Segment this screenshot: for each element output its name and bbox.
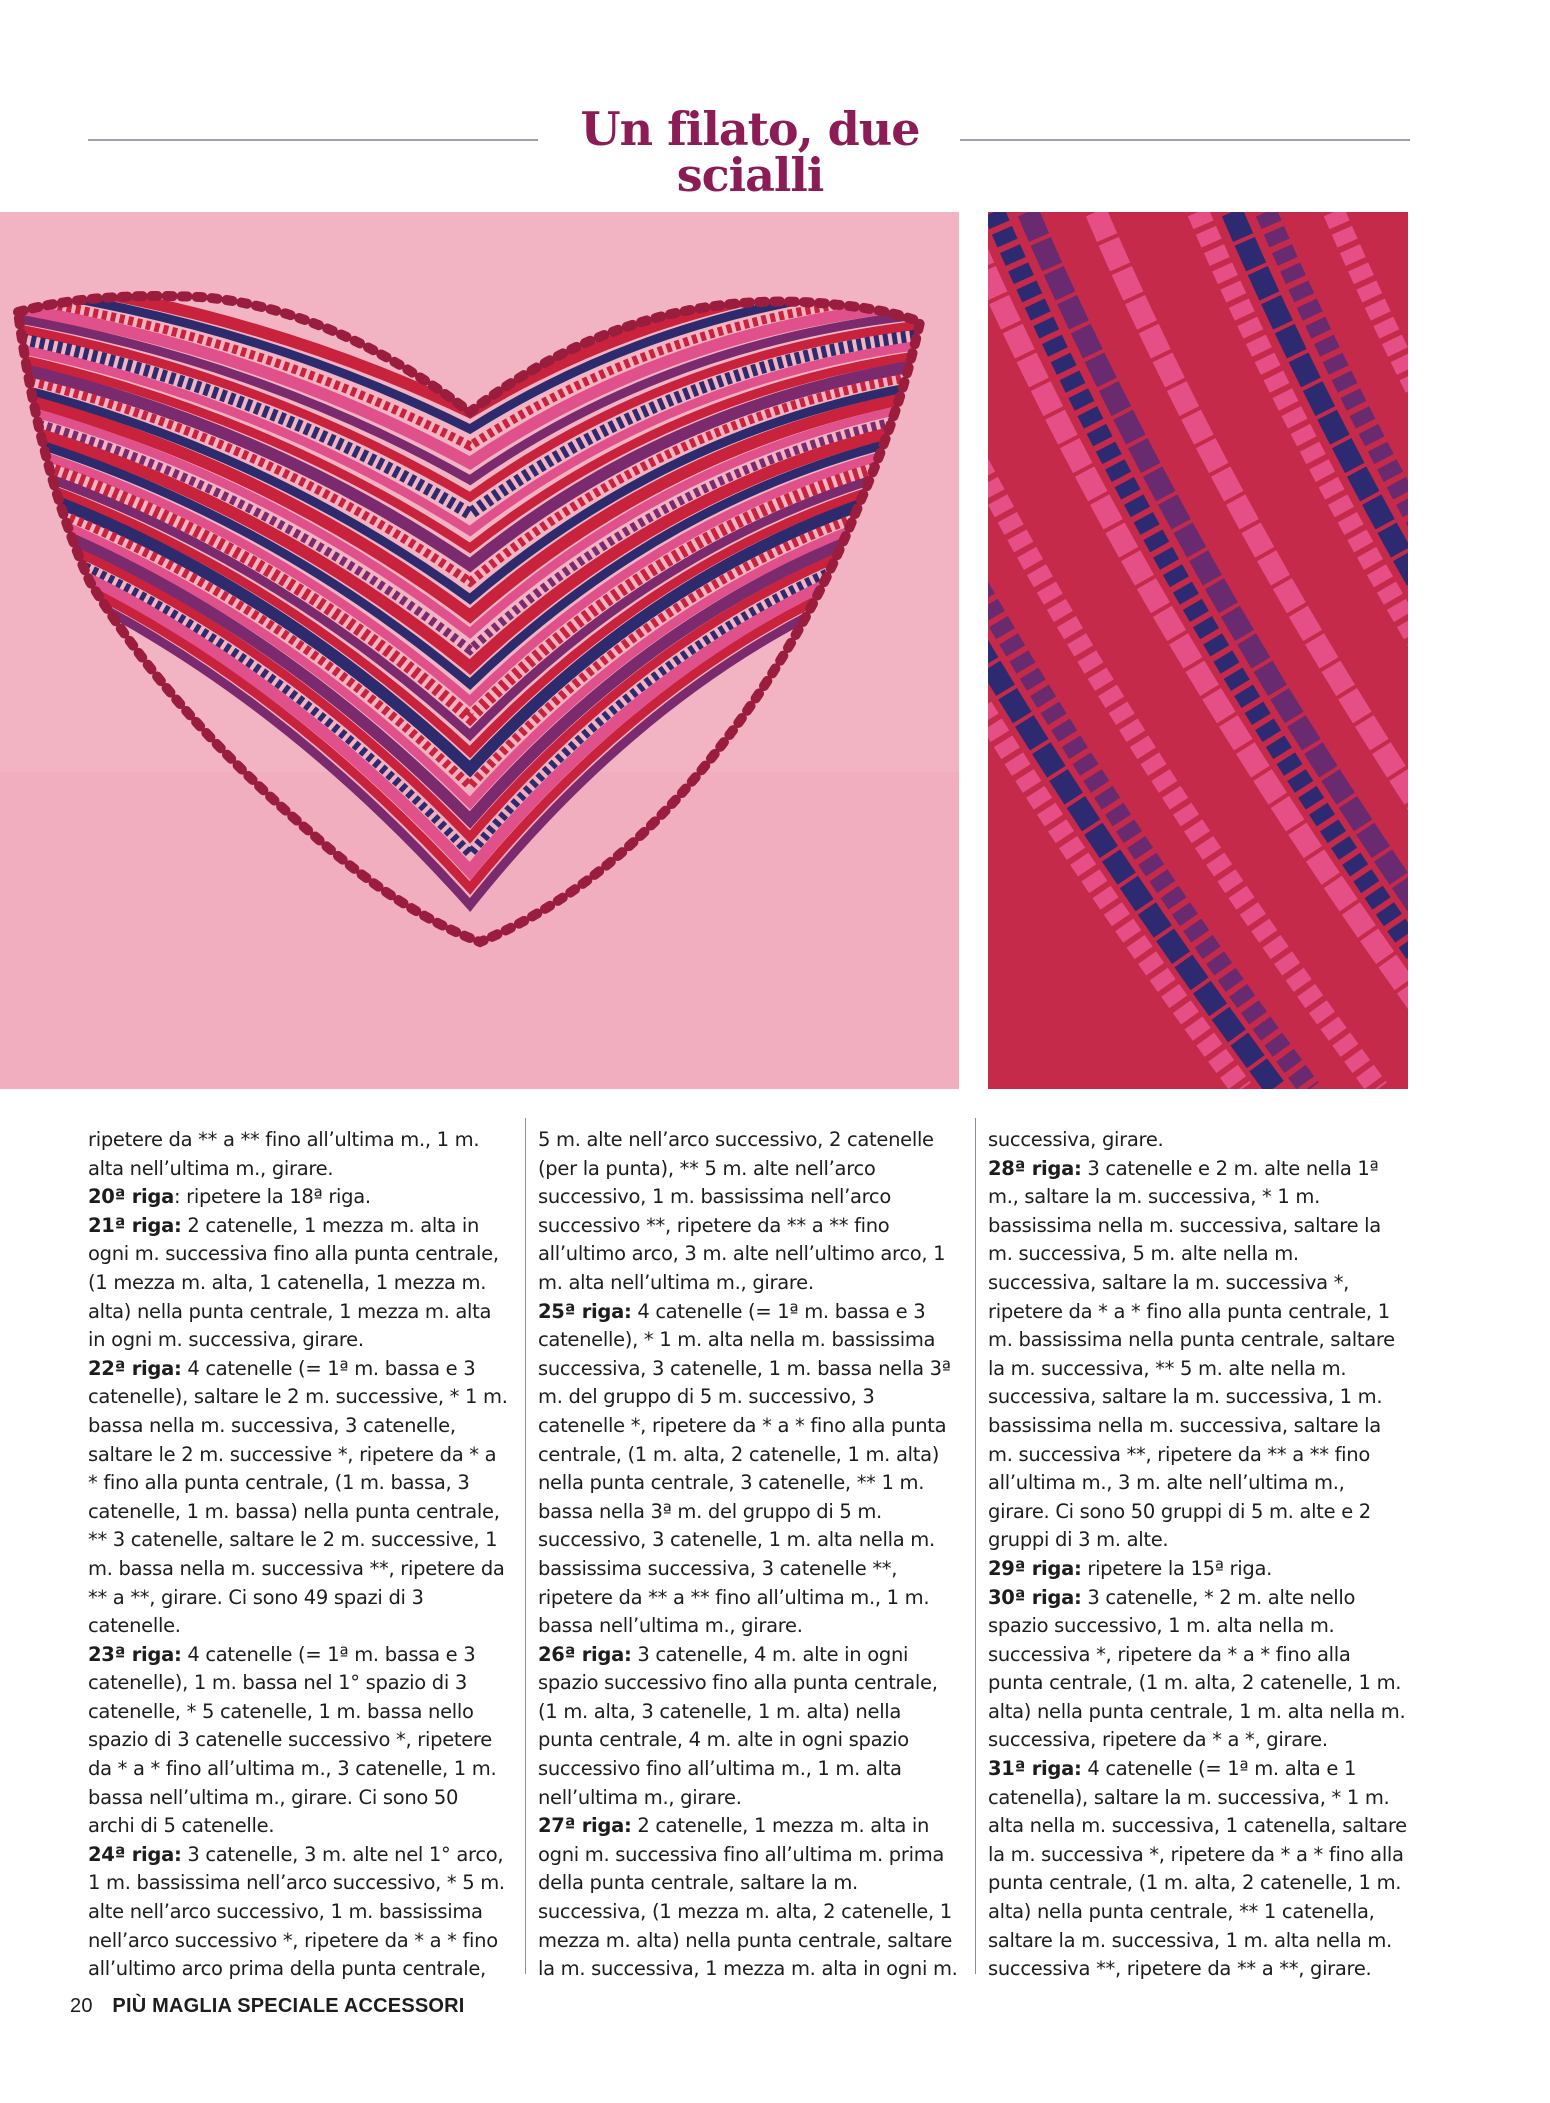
- instruction-paragraph: [88, 1212, 508, 1355]
- instruction-paragraph: [88, 1183, 508, 1212]
- instruction-text: 2 catenelle, 1 mezza m. alta in ogni m. successiva fino all’ultima m. prima della punta centrale, saltare la m. successiva, (1 mezza m. alta, 2 catenelle, 1 mezza m. alta) nella punta centrale, saltare la m. successiva, 1 mezza m. alta in ogni m.: [538, 1814, 958, 1981]
- instruction-text: ripetere da ** a ** fino all’ultima m., 1 m. alta nell’ultima m., girare.: [88, 1128, 480, 1180]
- instruction-text: 2 catenelle, 1 mezza m. alta in ogni m. successiva fino alla punta centrale, (1 mezza m. alta, 1 catenella, 1 mezza m. alta) nella punta centrale, 1 mezza m. alta in ogni m. successiva, girare.: [88, 1213, 499, 1352]
- row-heading: 20ª riga: [88, 1185, 174, 1209]
- page-title: Un filato, due scialli: [580, 102, 920, 202]
- instruction-paragraph: [988, 1155, 1408, 1555]
- instruction-paragraph: [538, 1812, 958, 1984]
- row-heading: 24ª riga:: [88, 1842, 182, 1866]
- pattern-instructions: [0, 1126, 1550, 1986]
- instruction-paragraph: [988, 1755, 1408, 1984]
- page-header: [0, 0, 1550, 200]
- text-column-1: [88, 1126, 508, 1986]
- instruction-paragraph: [88, 1841, 508, 1984]
- instruction-text: 3 catenelle e 2 m. alte nella 1ª m., saltare la m. successiva, * 1 m. bassissima nella m. successiva, saltare la m. successiva, 5 m. alte nella m. successiva, saltare la m. successiva *, ripetere da * a * fino alla punta centrale, 1 m. bassissima nella punta centrale, saltare la m. successiva, ** 5 m. alte nella m. successiva, saltare la m. successiva, 1 m. bassissima nella m. successiva, saltare la m. successiva **, ripetere da ** a ** fino all’ultima m., 3 m. alte nell’ultima m., girare. Ci sono 50 gruppi di 5 m. alte e 2 gruppi di 3 m. alte.: [988, 1156, 1395, 1552]
- page-footer: [70, 1995, 465, 2018]
- instruction-paragraph: [988, 1584, 1408, 1756]
- instruction-paragraph: [538, 1641, 958, 1813]
- header-rule-left: [88, 139, 538, 141]
- instruction-text: 4 catenelle (= 1ª m. bassa e 3 catenelle), saltare le 2 m. successive, * 1 m. bassa nella m. successiva, 3 catenelle, saltare le 2 m. successive *, ripetere da * a * fino alla punta centrale, (1 m. bassa, 3 catenelle, 1 m. bassa) nella punta centrale, ** 3 catenelle, saltare le 2 m. successive, 1 m. bassa nella m. successiva **, ripetere da ** a **, girare. Ci sono 49 spazi di 3 catenelle.: [88, 1356, 508, 1638]
- instruction-paragraph: [88, 1355, 508, 1641]
- instruction-paragraph: [988, 1555, 1408, 1584]
- row-heading: 23ª riga:: [88, 1642, 182, 1666]
- page-number: 20: [70, 1995, 93, 2017]
- instruction-paragraph: [88, 1641, 508, 1841]
- row-heading: 29ª riga:: [988, 1556, 1082, 1580]
- header-rule-right: [960, 139, 1410, 141]
- magazine-name: PIÙ MAGLIA SPECIALE ACCESSORI: [112, 1995, 465, 2017]
- instruction-text: 3 catenelle, 4 m. alte in ogni spazio successivo fino alla punta centrale, (1 m. alta, 3 catenelle, 1 m. alta) nella punta centrale, 4 m. alte in ogni spazio successivo fino all’ultima m., 1 m. alta nell’ultima m., girare.: [538, 1642, 938, 1809]
- shawl-illustration: [0, 212, 959, 1089]
- text-column-3: [988, 1126, 1408, 1986]
- row-heading: 25ª riga:: [538, 1299, 632, 1323]
- instruction-text: successiva, girare.: [988, 1128, 1164, 1151]
- instruction-text: 3 catenelle, * 2 m. alte nello spazio successivo, 1 m. alta nella m. successiva *, ripetere da * a * fino alla punta centrale, (1 m. alta, 2 catenelle, 1 m. alta) nella punta centrale, 1 m. alta nella m. successiva, ripetere da * a *, girare.: [988, 1585, 1406, 1752]
- row-heading: 21ª riga:: [88, 1213, 182, 1237]
- instruction-text: 4 catenelle (= 1ª m. bassa e 3 catenelle), 1 m. bassa nel 1° spazio di 3 catenelle, * 5 catenelle, 1 m. bassa nello spazio di 3 catenelle successivo *, ripetere da * a * fino all’ultima m., 3 catenelle, 1 m. bassa nell’ultima m., girare. Ci sono 50 archi di 5 catenelle.: [88, 1642, 497, 1838]
- instruction-text: 3 catenelle, 3 m. alte nel 1° arco, 1 m. bassissima nell’arco successivo, * 5 m. alte nell’arco successivo, 1 m. bassissima nell’arco successivo *, ripetere da * a * fino all’ultimo arco prima della punta centrale,: [88, 1842, 505, 1981]
- instruction-paragraph: [538, 1126, 958, 1298]
- instruction-paragraph: [988, 1126, 1408, 1155]
- row-heading: 26ª riga:: [538, 1642, 632, 1666]
- shawl-detail-illustration: [988, 212, 1408, 1089]
- instruction-paragraph: [538, 1298, 958, 1641]
- instruction-text: 5 m. alte nell’arco successivo, 2 catenelle (per la punta), ** 5 m. alte nell’arco successivo, 1 m. bassissima nell’arco successivo **, ripetere da ** a ** fino all’ultimo arco, 3 m. alte nell’ultimo arco, 1 m. alta nell’ultima m., girare.: [538, 1128, 946, 1294]
- shawl-photo: [0, 212, 959, 1089]
- row-heading: 31ª riga:: [988, 1757, 1082, 1781]
- instruction-paragraph: [88, 1126, 508, 1183]
- row-heading: 28ª riga:: [988, 1156, 1082, 1180]
- instruction-text: 4 catenelle (= 1ª m. bassa e 3 catenelle), * 1 m. alta nella m. bassissima successiva, 3 catenelle, 1 m. bassa nella 3ª m. del gruppo di 5 m. successivo, 3 catenelle *, ripetere da * a * fino alla punta centrale, (1 m. alta, 2 catenelle, 1 m. alta) nella punta centrale, 3 catenelle, ** 1 m. bassa nella 3ª m. del gruppo di 5 m. successivo, 3 catenelle, 1 m. alta nella m. bassissima successiva, 3 catenelle **, ripetere da ** a ** fino all’ultima m., 1 m. bassa nell’ultima m., girare.: [538, 1299, 951, 1638]
- shawl-detail-photo: [988, 212, 1408, 1089]
- row-heading: 22ª riga:: [88, 1356, 182, 1380]
- row-heading: 27ª riga:: [538, 1814, 632, 1838]
- instruction-text: 4 catenelle (= 1ª m. alta e 1 catenella), saltare la m. successiva, * 1 m. alta nella m. successiva, 1 catenella, saltare la m. successiva *, ripetere da * a * fino alla punta centrale, (1 m. alta, 2 catenelle, 1 m. alta) nella punta centrale, ** 1 catenella, saltare la m. successiva, 1 m. alta nella m. successiva **, ripetere da ** a **, girare.: [988, 1757, 1407, 1981]
- row-heading: 30ª riga:: [988, 1585, 1082, 1609]
- instruction-text: ripetere la 15ª riga.: [1081, 1556, 1273, 1580]
- instruction-text: : ripetere la 18ª riga.: [173, 1185, 371, 1209]
- text-column-2: [538, 1126, 958, 1986]
